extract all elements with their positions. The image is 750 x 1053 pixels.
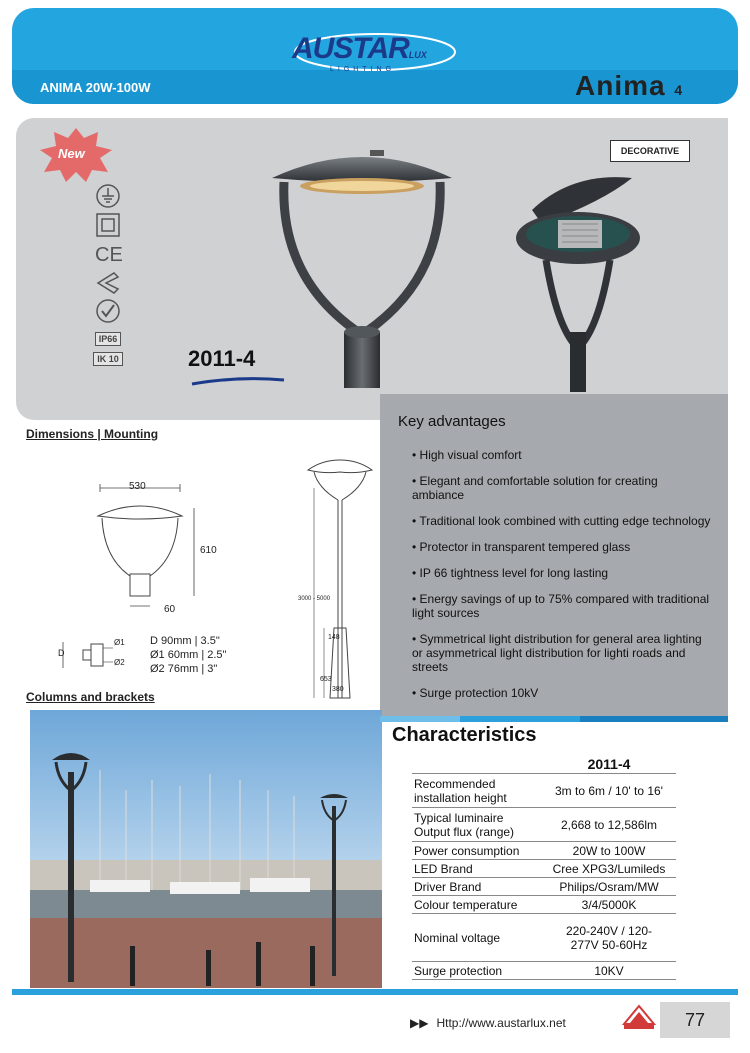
ik10-badge bbox=[92, 352, 124, 366]
decorative-badge: DECORATIVE bbox=[610, 140, 690, 162]
table-row bbox=[412, 774, 676, 808]
table-row bbox=[412, 842, 676, 860]
ik10-label: IK 10 bbox=[93, 352, 123, 366]
characteristics-table bbox=[412, 755, 676, 980]
row-label: Typical luminaire Output flux (range) bbox=[412, 808, 542, 842]
double-insulation-icon bbox=[92, 212, 124, 238]
logo-lux: LUX bbox=[408, 50, 427, 60]
table-header-row bbox=[412, 755, 676, 774]
row-label: Colour temperature bbox=[412, 896, 542, 914]
rohs-icon bbox=[92, 298, 124, 324]
dim-pole-height: 3000 - 5000 bbox=[298, 596, 331, 602]
svg-text:CE: CE bbox=[95, 244, 123, 266]
dim-653: 653 bbox=[320, 676, 332, 683]
website-link[interactable] bbox=[410, 1016, 566, 1030]
page-number: 77 bbox=[660, 1002, 730, 1038]
legend-line: Ø2 76mm | 3" bbox=[150, 663, 218, 675]
dim-height: 610 bbox=[200, 545, 217, 556]
footer-rule bbox=[12, 989, 738, 995]
dimensions-title: Dimensions | Mounting bbox=[26, 427, 159, 441]
brand-logo bbox=[290, 30, 460, 80]
advantage-item: • High visual comfort bbox=[412, 448, 522, 462]
row-value: 3/4/5000K bbox=[542, 896, 676, 914]
advantage-item: • IP 66 tightness level for long lasting bbox=[412, 566, 609, 580]
luminaire-product-image bbox=[262, 138, 462, 390]
model-number: 2011-4 bbox=[188, 346, 256, 371]
table-row bbox=[412, 860, 676, 878]
key-advantages-title: Key advantages bbox=[398, 413, 506, 430]
columns-title: Columns and brackets bbox=[26, 690, 155, 704]
table-model-header: 2011-4 bbox=[542, 755, 676, 774]
legend-line: D 90mm | 3.5" bbox=[150, 635, 220, 647]
row-value: 20W to 100W bbox=[542, 842, 676, 860]
product-range-label: ANIMA 20W-100W bbox=[40, 80, 151, 95]
divider-strip bbox=[380, 716, 728, 722]
row-label: Surge protection bbox=[412, 962, 542, 980]
austar-triangle-logo-icon bbox=[622, 1004, 656, 1030]
characteristics-title: Characteristics bbox=[392, 724, 537, 746]
row-label: Power consumption bbox=[412, 842, 542, 860]
advantage-item: • Protector in transparent tempered glass bbox=[412, 540, 631, 554]
row-value: 10KV bbox=[542, 962, 676, 980]
dimensions-legend bbox=[150, 634, 226, 676]
advantage-item: • Surge protection 10kV bbox=[412, 686, 539, 700]
row-label: Nominal voltage bbox=[412, 914, 542, 962]
ip66-badge bbox=[92, 332, 124, 346]
advantage-item: • Symmetrical light distribution for general area lighting or asymmetrical light distribution for lighti roads and streets bbox=[412, 632, 702, 674]
website-url: Http://www.austarlux.net bbox=[436, 1016, 566, 1030]
dim-148: 148 bbox=[328, 634, 340, 641]
new-badge-text: New bbox=[58, 146, 85, 161]
earth-icon bbox=[92, 183, 124, 209]
table-row bbox=[412, 896, 676, 914]
table-row bbox=[412, 808, 676, 842]
row-value: Philips/Osram/MW bbox=[542, 878, 676, 896]
advantage-item: • Elegant and comfortable solution for creating ambiance bbox=[412, 474, 658, 502]
row-value: 3m to 6m / 10' to 16' bbox=[542, 774, 676, 808]
arrows-icon: ▶▶ bbox=[410, 1016, 429, 1030]
page-title-number: 4 bbox=[674, 82, 684, 98]
row-label: Driver Brand bbox=[412, 878, 542, 896]
logo-text: AUSTAR bbox=[292, 32, 409, 65]
row-value: 220-240V / 120-277V 50-60Hz bbox=[542, 914, 676, 962]
logo-subtitle: LIGHTING bbox=[330, 66, 396, 73]
dim-width: 530 bbox=[129, 481, 146, 492]
luminaire-open-image bbox=[512, 172, 642, 392]
key-advantages-list bbox=[412, 448, 712, 712]
table-row bbox=[412, 914, 676, 962]
dim-base: 60 bbox=[164, 604, 176, 615]
emc-mark-icon bbox=[92, 270, 124, 296]
dim-o2-label: Ø2 bbox=[114, 658, 125, 667]
legend-line: Ø1 60mm | 2.5" bbox=[150, 649, 227, 661]
dim-d-label: D bbox=[58, 648, 65, 658]
page-title bbox=[575, 70, 683, 102]
table-row bbox=[412, 962, 676, 980]
model-underline-swoosh bbox=[188, 374, 288, 388]
new-badge bbox=[36, 126, 116, 182]
row-label: LED Brand bbox=[412, 860, 542, 878]
row-value: 2,668 to 12,586lm bbox=[542, 808, 676, 842]
advantage-item: • Energy savings of up to 75% compared with traditional light sources bbox=[412, 592, 710, 620]
dim-380: 380 bbox=[332, 686, 344, 693]
row-value: Cree XPG3/Lumileds bbox=[542, 860, 676, 878]
row-label: Recommended installation height bbox=[412, 774, 542, 808]
ip66-label: IP66 bbox=[95, 332, 122, 346]
marina-photo bbox=[30, 710, 382, 988]
dim-o1-label: Ø1 bbox=[114, 638, 125, 647]
pole-drawing bbox=[300, 448, 380, 708]
table-row bbox=[412, 878, 676, 896]
ce-mark-icon bbox=[92, 242, 124, 266]
page-title-text: Anima bbox=[575, 70, 666, 101]
advantage-item: • Traditional look combined with cutting edge technology bbox=[412, 514, 711, 528]
